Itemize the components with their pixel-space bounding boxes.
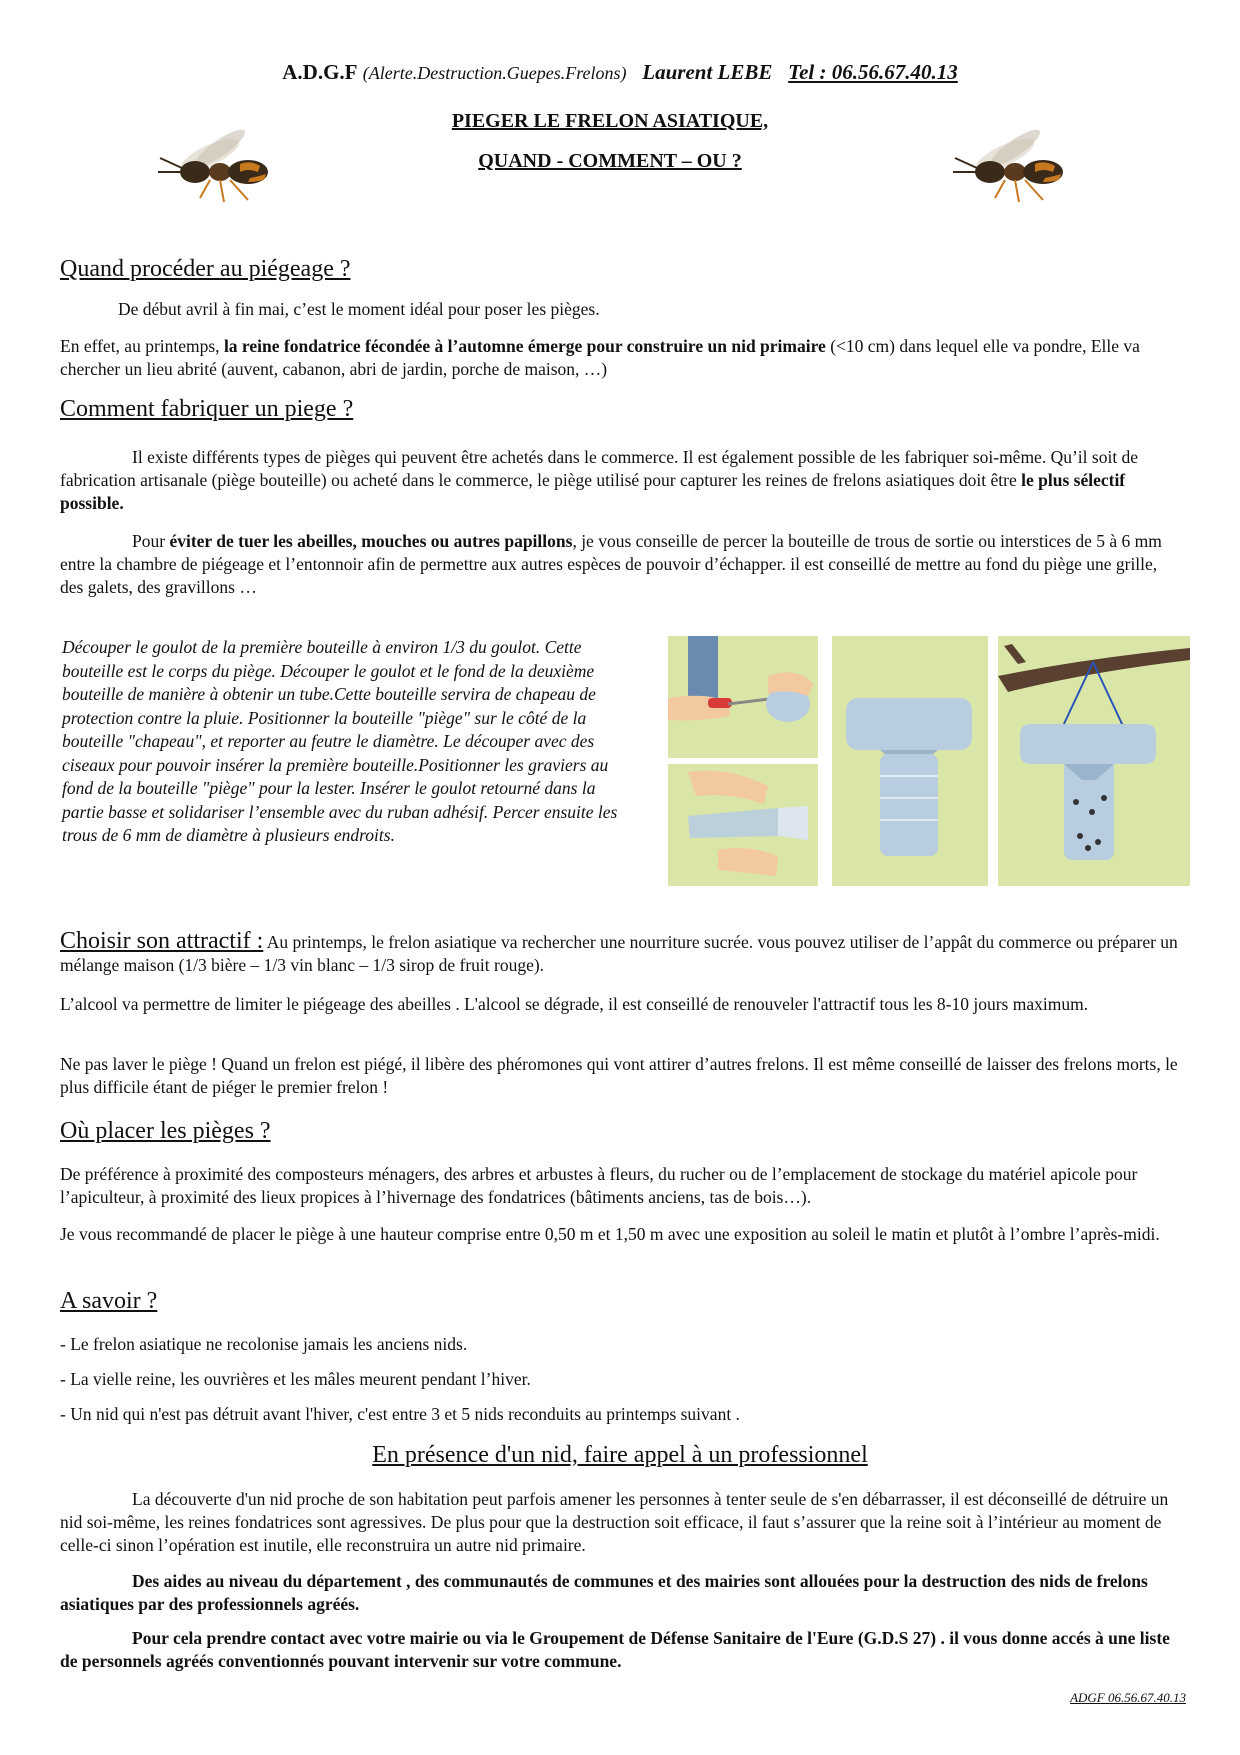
paragraph: De début avril à fin mai, c’est le moment idéal pour poser les pièges. — [118, 299, 600, 319]
paragraph: Ne pas laver le piège ! Quand un frelon est piégé, il libère des phéromones qui vont attirer d’autres frelons. Il est même conseillé de laisser des frelons morts, le plus difficile étant de piéger le premier frelon ! — [60, 1054, 1178, 1097]
contact-name: Laurent LEBE — [642, 60, 773, 84]
paragraph: Je vous recommandé de placer le piège à une hauteur comprise entre 0,50 m et 1,50 m avec une exposition au soleil le matin et plutôt à l’ombre l’après-midi. — [60, 1224, 1160, 1244]
paragraph: Pour éviter de tuer les abeilles, mouches ou autres papillons, je vous conseille de percer la bouteille de trous de sortie ou interstices de 5 à 6 mm entre la chambre de piégeage et l’entonnoir afin de permettre aux autres espèces de pouvoir d’échapper. il est conseillé de mettre au fond du piège une grille, des galets, des gravillons … — [60, 531, 1162, 597]
hornet-icon — [140, 120, 300, 210]
hornet-icon — [935, 120, 1095, 210]
doc-title-line2: QUAND - COMMENT – OU ? — [478, 150, 742, 172]
paragraph: Pour cela prendre contact avec votre mairie ou via le Groupement de Défense Sanitaire de l'Eure (G.D.S 27) . il vous donne accés à une liste de personnels agréés conventionnés pouvant intervenir sur votre commune. — [60, 1628, 1170, 1671]
doc-title-line1: PIEGER LE FRELON ASIATIQUE, — [451, 110, 769, 132]
footer-contact: ADGF 06.56.67.40.13 — [1070, 1690, 1186, 1705]
list-item: - Un nid qui n'est pas détruit avant l'hiver, c'est entre 3 et 5 nids reconduits au printemps suivant . — [60, 1404, 740, 1424]
trap-illustration — [668, 636, 1190, 886]
paragraph: La découverte d'un nid proche de son habitation peut parfois amener les personnes à tenter seule de s'en débarrasser, il est déconseillé de détruire un nid soi-même, les reines fondatrices sont agressives. De plus pour que la destruction soit efficace, il faut s’assurer que la reine soit à l’intérieur au moment de celle-ci sinon l’opération est inutile, elle reconstruira un autre nid primaire. — [60, 1489, 1169, 1555]
paragraph: De préférence à proximité des composteurs ménagers, des arbres et arbustes à fleurs, du rucher ou de l’emplacement de stockage du matériel apicole pour l’apiculteur, à proximité des lieux propices à l’hivernage des fondatrices (bâtiments anciens, tas de bois…). — [60, 1164, 1138, 1207]
contact-phone: Tel : 06.56.67.40.13 — [788, 60, 958, 84]
paragraph: Choisir son attractif : Au printemps, le frelon asiatique va rechercher une nourriture sucrée. vous pouvez utiliser de l’appât du commerce ou préparer un mélange maison (1/3 bière – 1/3 vin blanc – 1/3 sirop de fruit rouge). — [60, 928, 1178, 975]
paragraph: L’alcool va permettre de limiter le piégeage des abeilles . L'alcool se dégrade, il est conseillé de renouveler l'attractif tous les 8-10 jours maximum. — [60, 994, 1089, 1014]
section-heading-where: Où placer les pièges ? — [60, 1118, 271, 1144]
list-item: - Le frelon asiatique ne recolonise jamais les anciens nids. — [60, 1334, 468, 1354]
header-line — [0, 60, 1240, 85]
section-heading-bait: Choisir son attractif : — [60, 928, 264, 954]
org-full-name: (Alerte.Destruction.Guepes.Frelons) — [362, 63, 627, 83]
section-heading-to-know: A savoir ? — [60, 1288, 158, 1314]
paragraph: Des aides au niveau du département , des communautés de communes et des mairies sont allouées pour la destruction des nids de frelons asiatiques par des professionnels agréés. — [60, 1571, 1148, 1614]
list-item: - La vielle reine, les ouvrières et les mâles meurent pendant l’hiver. — [60, 1369, 531, 1389]
trap-instructions: Découper le goulot de la première bouteille à environ 1/3 du goulot. Cette bouteille est le corps du piège. Découper le goulot et le fond de la deuxième bouteille de manière à obtenir un tube.Cette bouteille servira de chapeau de protection contre la pluie. Positionner la bouteille "piège" sur le côté de la bouteille "chapeau", et reporter au feutre le diamètre. Le découper avec des ciseaux pour pouvoir insérer la première bouteille.Positionner les graviers au fond de la bouteille "piège" pour la lester. Insérer le goulot retourné dans la partie basse et solidariser l’ensemble avec du ruban adhésif. Percer ensuite les trous de 6 mm de diamètre à plusieurs endroits. — [62, 637, 618, 845]
paragraph: En effet, au printemps, la reine fondatrice fécondée à l’automne émerge pour construire un nid primaire (<10 cm) dans lequel elle va pondre, Elle va chercher un lieu abrité (auvent, cabanon, abri de jardin, porche de maison, …) — [60, 336, 1140, 379]
org-acronym: A.D.G.F — [282, 60, 358, 84]
paragraph: Il existe différents types de pièges qui peuvent être achetés dans le commerce. Il est également possible de les fabriquer soi-même. Qu’il soit de fabrication artisanale (piège bouteille) ou acheté dans le commerce, le piège utilisé pour capturer les reines de frelons asiatiques doit être le plus sélectif possible. — [60, 447, 1139, 513]
section-heading-when: Quand procéder au piégeage ? — [60, 256, 351, 282]
section-heading-professional: En présence d'un nid, faire appel à un professionnel — [372, 1442, 868, 1468]
section-heading-how: Comment fabriquer un piege ? — [60, 396, 354, 422]
